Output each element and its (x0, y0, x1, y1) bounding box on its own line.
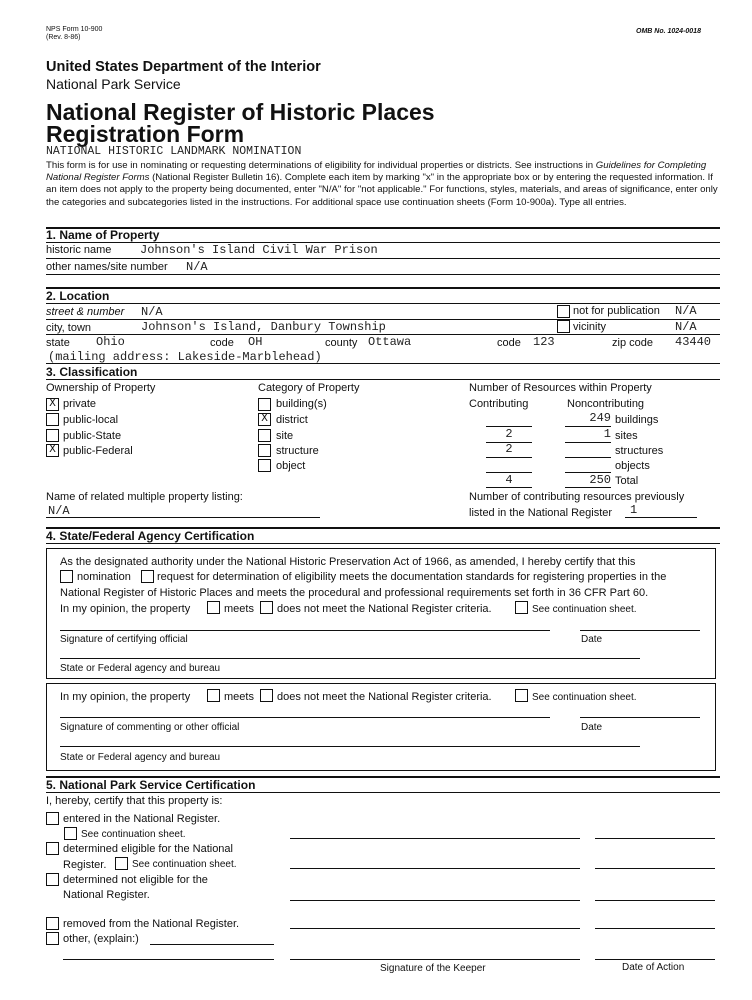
divider (46, 363, 720, 364)
ownership-public-local-checkbox[interactable] (46, 413, 59, 426)
not-for-publication-value: N/A (675, 304, 697, 318)
category-structure-checkbox[interactable] (258, 444, 271, 457)
ownership-public-state-checkbox[interactable] (46, 429, 59, 442)
divider (565, 442, 611, 443)
divider (290, 900, 580, 901)
divider (60, 746, 640, 747)
does-not-meet-label-2: does not meet the National Register criteria. (277, 691, 492, 703)
meets-label-2: meets (224, 691, 254, 703)
buildings-label: buildings (615, 414, 659, 426)
divider (46, 274, 720, 275)
removed-checkbox[interactable] (46, 917, 59, 930)
see-continuation-label: See continuation sheet. (532, 604, 637, 615)
category-structure-label: structure (276, 445, 319, 457)
other-names-value[interactable]: N/A (186, 260, 208, 274)
divider (46, 287, 720, 289)
form-number: NPS Form 10-900 (46, 26, 103, 33)
eligible-see-continuation-checkbox[interactable] (115, 857, 128, 870)
section-2-heading: 2. Location (46, 289, 110, 303)
agency-label: State or Federal agency and bureau (60, 663, 221, 674)
certification-statement: As the designated authority under the National Historic Preservation Act of 1966, as amended, I hereby certify that this (60, 556, 636, 568)
removed-label: removed from the National Register. (63, 918, 240, 930)
ownership-private-checkbox[interactable]: X (46, 398, 59, 411)
ownership-public-state-label: public-State (63, 430, 122, 442)
historic-name-label: historic name (46, 244, 112, 256)
section-5-heading: 5. National Park Service Certification (46, 778, 256, 792)
divider (46, 303, 720, 304)
county-label: county (325, 337, 358, 349)
signature-keeper-label: Signature of the Keeper (380, 963, 486, 974)
other-checkbox[interactable] (46, 932, 59, 945)
contrib-sites[interactable]: 2 (505, 427, 513, 441)
street-value[interactable]: N/A (141, 305, 163, 319)
keeper-intro: I, hereby, certify that this property is: (46, 795, 223, 807)
ownership-public-federal-label: public-Federal (63, 445, 133, 457)
determined-not-eligible-label-2: National Register. (63, 889, 150, 901)
determined-eligible-label: determined eligible for the National (63, 843, 233, 855)
ownership-private-label: private (63, 398, 97, 410)
mailing-address: (mailing address: Lakeside-Marblehead) (48, 350, 322, 364)
see-continuation-label-2: See continuation sheet. (532, 692, 637, 703)
divider (46, 792, 720, 793)
city-label: city, town (46, 322, 92, 334)
noncontrib-total[interactable]: 250 (589, 473, 611, 487)
category-object-label: object (276, 460, 306, 472)
request-label: request for determination of eligibility meets the documentation standards for registering properties in the (157, 571, 667, 583)
ownership-heading: Ownership of Property (46, 382, 156, 394)
opinion-label: In my opinion, the property (60, 603, 191, 615)
divider (595, 959, 715, 960)
nomination-type: NATIONAL HISTORIC LANDMARK NOMINATION (46, 145, 302, 158)
noncontributing-label: Noncontributing (567, 398, 645, 410)
see-continuation-checkbox[interactable] (515, 601, 528, 614)
previously-listed-label-1: Number of contributing resources previously (469, 491, 685, 503)
divider (46, 379, 720, 380)
divider (290, 868, 580, 869)
not-for-publication-checkbox[interactable] (557, 305, 570, 318)
does-not-meet-checkbox-2[interactable] (260, 689, 273, 702)
divider (290, 928, 580, 929)
signature-certifying-label: Signature of certifying official (60, 634, 188, 645)
objects-label: objects (615, 460, 650, 472)
divider (46, 543, 720, 544)
form-title: National Register of Historic Places (46, 99, 435, 125)
divider (595, 868, 715, 869)
determined-not-eligible-checkbox[interactable] (46, 873, 59, 886)
divider (565, 487, 611, 488)
county-value[interactable]: Ottawa (368, 335, 412, 349)
divider (580, 717, 700, 718)
divider (60, 717, 550, 718)
divider (150, 944, 274, 945)
section-1-heading: 1. Name of Property (46, 228, 160, 242)
category-district-label: district (276, 414, 308, 426)
zip-value[interactable]: 43440 (675, 335, 712, 349)
service-name: National Park Service (46, 76, 181, 92)
other-label: other, (explain:) (63, 933, 139, 945)
date-of-action-label: Date of Action (622, 962, 685, 973)
structures-label: structures (615, 445, 664, 457)
determined-eligible-checkbox[interactable] (46, 842, 59, 855)
does-not-meet-checkbox[interactable] (260, 601, 273, 614)
not-for-publication-label: not for publication (573, 305, 660, 317)
vicinity-label: vicinity (573, 321, 607, 333)
city-value[interactable]: Johnson's Island, Danbury Township (141, 320, 386, 334)
divider (486, 457, 532, 458)
category-object-checkbox[interactable] (258, 459, 271, 472)
state-code-value[interactable]: OH (248, 335, 263, 349)
form-subtitle: Registration Form (46, 121, 245, 147)
date-label: Date (581, 634, 603, 645)
entered-checkbox[interactable] (46, 812, 59, 825)
divider (60, 630, 550, 631)
entered-label: entered in the National Register. (63, 813, 221, 825)
determined-eligible-label-2: Register. (63, 859, 107, 871)
vicinity-value: N/A (675, 320, 697, 334)
nomination-checkbox[interactable] (60, 570, 73, 583)
category-building-checkbox[interactable] (258, 398, 271, 411)
meets-checkbox[interactable] (207, 601, 220, 614)
county-code-value[interactable]: 123 (533, 335, 555, 349)
see-continuation-checkbox-2[interactable] (515, 689, 528, 702)
divider (290, 838, 580, 839)
related-listing-label: Name of related multiple property listing: (46, 491, 243, 503)
sites-label: sites (615, 430, 638, 442)
total-label: Total (615, 475, 639, 487)
historic-name-value[interactable]: Johnson's Island Civil War Prison (140, 243, 378, 257)
zip-label: zip code (612, 337, 653, 349)
meets-label: meets (224, 603, 254, 615)
opinion-label-2: In my opinion, the property (60, 691, 191, 703)
state-code-label: code (210, 337, 234, 349)
category-site-label: site (276, 430, 294, 442)
category-building-label: building(s) (276, 398, 327, 410)
ownership-public-federal-checkbox[interactable]: X (46, 444, 59, 457)
state-label: state (46, 337, 70, 349)
divider (565, 457, 611, 458)
category-district-checkbox[interactable]: X (258, 413, 271, 426)
divider (486, 487, 532, 488)
section-3-heading: 3. Classification (46, 365, 138, 379)
divider (290, 959, 580, 960)
other-names-label: other names/site number (46, 261, 168, 273)
contrib-structures[interactable]: 2 (505, 442, 513, 456)
divider (46, 258, 720, 259)
noncontrib-buildings[interactable]: 249 (589, 411, 611, 425)
previously-listed-value[interactable]: 1 (630, 503, 638, 517)
divider (60, 658, 640, 659)
street-label: street & number (46, 306, 125, 318)
divider (63, 959, 274, 960)
contributing-label: Contributing (469, 398, 529, 410)
divider (625, 517, 697, 518)
divider (595, 838, 715, 839)
signature-commenting-label: Signature of commenting or other official (60, 722, 240, 733)
form-instructions: This form is for use in nominating or requesting determinations of eligibility for individual properties or districts. See instructions in Guidelines for Completing National Register Forms (National Register Bulletin 16). Complete each item by marking "x" in the appropriate box or by entering the requested information. If an item does not apply to the property being documented, enter "N/A" for "not applicable." For functions, styles, materials, and areas of significance, enter only the categories and subcategories listed in the instructions. For additional space use continuation sheets (Form 10-900a). Type all entries. (46, 160, 718, 208)
vicinity-checkbox[interactable] (557, 320, 570, 333)
resources-heading: Number of Resources within Property (469, 382, 652, 394)
meets-checkbox-2[interactable] (207, 689, 220, 702)
state-value[interactable]: Ohio (96, 335, 125, 349)
category-heading: Category of Property (258, 382, 360, 394)
date-label-2: Date (581, 722, 603, 733)
form-revision: (Rev. 8-86) (46, 34, 81, 41)
divider (595, 928, 715, 929)
related-listing-value[interactable]: N/A (48, 504, 70, 518)
does-not-meet-label: does not meet the National Register criteria. (277, 603, 492, 615)
category-site-checkbox[interactable] (258, 429, 271, 442)
contrib-total[interactable]: 4 (505, 473, 513, 487)
department-name: United States Department of the Interior (46, 59, 321, 75)
omb-number: OMB No. 1024-0018 (636, 28, 701, 35)
agency-label-2: State or Federal agency and bureau (60, 752, 221, 763)
nomination-label: nomination (77, 571, 131, 583)
entered-see-continuation-checkbox[interactable] (64, 827, 77, 840)
divider (580, 630, 700, 631)
request-checkbox[interactable] (141, 570, 154, 583)
previously-listed-label-2: listed in the National Register (469, 507, 613, 519)
county-code-label: code (497, 337, 521, 349)
eligible-see-continuation-label: See continuation sheet. (132, 859, 237, 870)
ownership-public-local-label: public-local (63, 414, 119, 426)
certification-statement-2: National Register of Historic Places and meets the procedural and professional requirements set forth in 36 CFR Part 60. (60, 587, 649, 599)
divider (595, 900, 715, 901)
section-4-heading: 4. State/Federal Agency Certification (46, 529, 255, 543)
entered-see-continuation-label: See continuation sheet. (81, 829, 186, 840)
noncontrib-sites[interactable]: 1 (603, 427, 611, 441)
determined-not-eligible-label: determined not eligible for the (63, 874, 208, 886)
divider (46, 517, 320, 518)
